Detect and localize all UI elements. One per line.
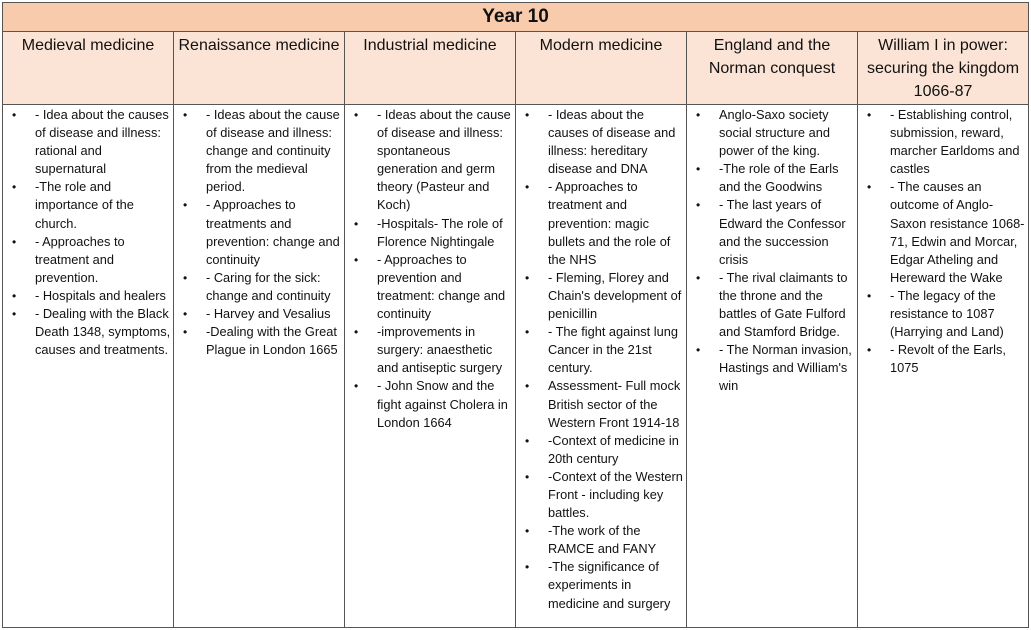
list-item: • -Context of the Western Front - including key battles. [518,468,684,522]
list-item: • -The work of the RAMCE and FANY [518,522,684,558]
list-item: • -Hospitals- The role of Florence Nightingale [347,215,513,251]
list-item: • -Context of medicine in 20th century [518,432,684,468]
list-item: • -Dealing with the Great Plague in London 1665 [176,323,342,359]
list-item: • - The legacy of the resistance to 1087 (Harrying and Land) [860,287,1026,341]
list-item: • - Ideas about the causes of disease and illness: hereditary disease and DNA [518,106,684,178]
topic-list [858,105,1028,377]
list-item: • -The role and importance of the church. [5,178,171,232]
list-item: • - John Snow and the fight against Cholera in London 1664 [347,377,513,431]
list-item: • -The role of the Earls and the Goodwins [689,160,855,196]
year-10-curriculum-table [2,2,1029,628]
list-item: • Anglo-Saxo society social structure and power of the king. [689,106,855,160]
column-body [516,105,687,628]
table-title: Year 10 [3,3,1029,32]
list-item: • - The Norman invasion, Hastings and William's win [689,341,855,395]
column-heading: Renaissance medicine [174,32,345,105]
column-heading: Medieval medicine [3,32,174,105]
list-item: • - Establishing control, submission, reward, marcher Earldoms and castles [860,106,1026,178]
list-item: • -improvements in surgery: anaesthetic and antiseptic surgery [347,323,513,377]
list-item: • - Approaches to prevention and treatment: change and continuity [347,251,513,323]
topic-list [174,105,344,359]
column-heading: Modern medicine [516,32,687,105]
list-item: • - Fleming, Florey and Chain's development of penicillin [518,269,684,323]
list-item: • Assessment- Full mock British sector of the Western Front 1914-18 [518,377,684,431]
list-item: • - Approaches to treatment and prevention: magic bullets and the role of the NHS [518,178,684,268]
list-item: • - The rival claimants to the throne and the battles of Gate Fulford and Stamford Bridge. [689,269,855,341]
column-body [345,105,516,628]
curriculum-table-container [2,2,1028,628]
list-item: • - The causes an outcome of Anglo-Saxon resistance 1068-71, Edwin and Morcar, Edgar Atheling and Hereward the Wake [860,178,1026,287]
column-heading: England and the Norman conquest [687,32,858,105]
list-item: • - Revolt of the Earls, 1075 [860,341,1026,377]
list-item: • - Dealing with the Black Death 1348, symptoms, causes and treatments. [5,305,171,359]
column-body [858,105,1029,628]
list-item: • - Approaches to treatments and prevention: change and continuity [176,196,342,268]
column-body [3,105,174,628]
list-item: • - Ideas about the cause of disease and illness: change and continuity from the medieval period. [176,106,342,196]
column-body [687,105,858,628]
topic-list [687,105,857,396]
list-item: • - Caring for the sick: change and continuity [176,269,342,305]
column-body [174,105,345,628]
list-item: • - The fight against lung Cancer in the 21st century. [518,323,684,377]
list-item: • - Harvey and Vesalius [176,305,342,323]
list-item: • - Approaches to treatment and prevention. [5,233,171,287]
list-item: • - Hospitals and healers [5,287,171,305]
topic-list [3,105,173,359]
column-heading: Industrial medicine [345,32,516,105]
list-item: • -The significance of experiments in medicine and surgery [518,558,684,612]
list-item: • - Idea about the causes of disease and illness: rational and supernatural [5,106,171,178]
topic-list [345,105,515,432]
list-item: • - The last years of Edward the Confessor and the succession crisis [689,196,855,268]
list-item: • - Ideas about the cause of disease and illness: spontaneous generation and germ theory (Pasteur and Koch) [347,106,513,215]
column-heading: William I in power: securing the kingdom 1066-87 [858,32,1029,105]
topic-list [516,105,686,613]
